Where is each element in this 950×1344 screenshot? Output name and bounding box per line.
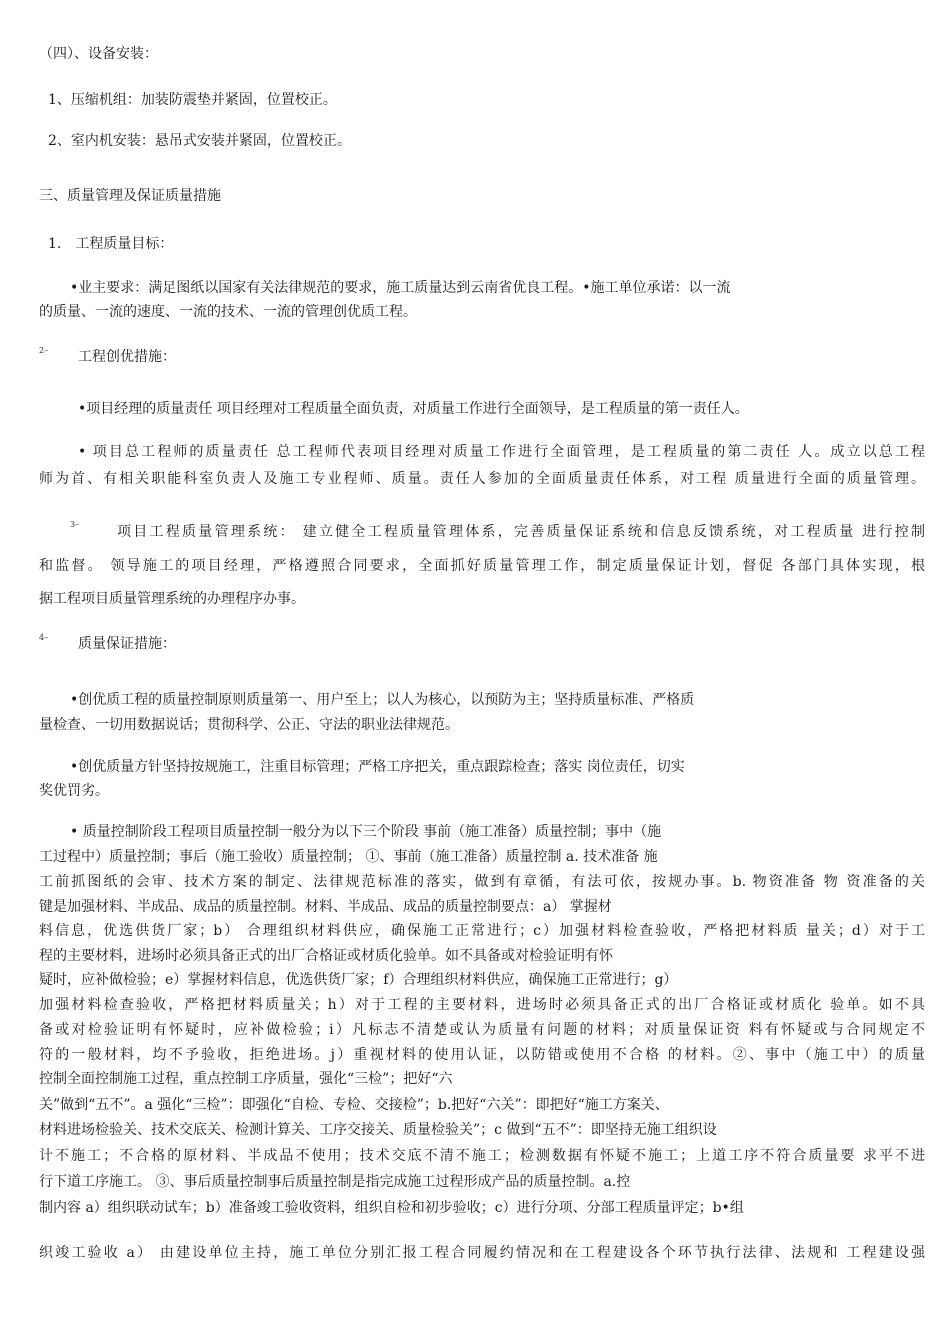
list-item-compressor: 1、压缩机组：加装防震垫并紧固，位置校正。: [48, 92, 337, 108]
paragraph-line: 行下道工序施工。 ③、事后质量控制事后质量控制是指完成施工过程形成产品的质量控制。a.控: [39, 1174, 631, 1190]
paragraph-line: • 质量控制阶段工程项目质量控制一般分为以下三个阶段 事前（施工准备）质量控制；事中（施: [70, 824, 662, 840]
paragraph-line: 和监督。 领导施工的项目经理，严格遵照合同要求，全面抓好质量管理工作，制定质量保证计划，督促 各部门具体实现，根: [39, 558, 925, 574]
paragraph-line: 疑时，应补做检验；e）掌握材料信息，优选供货厂家；f）合理组织材料供应，确保施工正常进行；g）: [39, 972, 678, 988]
paragraph-line: 量检查、一切用数据说话；贯彻科学、公正、守法的职业法律规范。: [39, 717, 459, 733]
paragraph-line: 控制全面控制施工过程，重点控制工序质量，强化“三检”；把好“六: [39, 1071, 453, 1087]
subheading-quality-goal: 1. 工程质量目标：: [48, 236, 174, 252]
paragraph-line: 据工程项目质量管理系统的办理程序办事。: [39, 591, 305, 607]
paragraph-line: 材料进场检验关、技术交底关、检测计算关、工序交接关、质量检验关”；c 做到“五不”：即坚持无施工组织设: [39, 1122, 717, 1138]
paragraph-line: 关”做到“五不”。a 强化“三检”：即强化“自检、专检、交接检”；b.把好“六关”：即把好“施工方案关、: [39, 1097, 669, 1113]
paragraph-line: 项目工程质量管理系统： 建立健全工程质量管理体系，完善质量保证系统和信息反馈系统，对工程质量 进行控制: [117, 524, 925, 540]
section-heading-equipment-install: （四）、设备安装：: [39, 46, 158, 62]
paragraph-line: • 项目总工程师的质量责任 总工程师代表项目经理对质量工作进行全面管理，是工程质量的第二责任 人。成立以总工程: [78, 444, 925, 460]
paragraph-line: 工过程中）质量控制；事后（施工验收）质量控制； ①、事前（施工准备）质量控制 a. 技术准备 施: [39, 849, 658, 865]
paragraph-line: •业主要求：满足图纸以国家有关法律规范的要求，施工质量达到云南省优良工程。•施工单位承诺：以一流: [70, 280, 731, 296]
paragraph-line: 料信息，优选供货厂家；b） 合理组织材料供应，确保施工正常进行；c）加强材料检查验收，严格把材料质 量关；d）对于工: [39, 923, 925, 939]
section-number: 3–: [70, 520, 80, 529]
paragraph-line: 师为首、有相关职能科室负责人及施工专业程师、质量。责任人参加的全面质量责任体系，对工程 质量进行全面的质量管理。: [39, 471, 925, 487]
section-number: 2–: [39, 346, 49, 355]
paragraph-line: 符的一般材料，均不予验收，拒绝进场。j）重视材料的使用认证，以防错或使用不合格 的材料。②、事中（施工中）的质量: [39, 1047, 925, 1063]
paragraph-line: 的质量、一流的速度、一流的技术、一流的管理创优质工程。: [39, 304, 417, 320]
paragraph-line: •项目经理的质量责任 项目经理对工程质量全面负责，对质量工作进行全面领导，是工程质量的第一责任人。: [78, 401, 749, 417]
paragraph-line: 织竣工验收 a） 由建设单位主持，施工单位分别汇报工程合同履约情况和在工程建设各个环节执行法律、法规和 工程建设强: [39, 1245, 925, 1261]
paragraph-line: 制内容 a）组织联动试车；b）准备竣工验收资料，组织自检和初步验收；c）进行分项、分部工程质量评定；b•组: [39, 1200, 744, 1216]
paragraph-line: 备或对检验证明有怀疑时，应补做检验；i）凡标志不清楚或认为质量有问题的材料；对质量保证资 料有怀疑或与合同规定不: [39, 1022, 925, 1038]
paragraph-line: •创优质量方针坚持按规施工，注重目标管理；严格工序把关，重点跟踪检查；落实 岗位责任，切实: [70, 759, 685, 775]
paragraph-line: 工前抓图纸的会审、技术方案的制定、法律规范标准的落实，做到有章循，有法可依，按规办事。b. 物资准备 物 资准备的关: [39, 874, 925, 890]
paragraph-line: 加强材料检查验收，严格把材料质量关；h）对于工程的主要材料，进场时必须具备正式的出厂合格证或材质化 验单。如不具: [39, 997, 925, 1013]
subheading-excellence-measures: 工程创优措施：: [78, 349, 176, 365]
subheading-quality-assurance: 质量保证措施：: [78, 636, 176, 652]
paragraph-line: •创优质工程的质量控制原则质量第一、用户至上；以人为核心，以预防为主；坚持质量标准、严格质: [70, 692, 695, 708]
paragraph-line: 计不施工；不合格的原材料、半成品不使用；技术交底不清不施工；检测数据有怀疑不施工；上道工序不符合质量要 求平不进: [39, 1148, 925, 1164]
paragraph-line: 奖优罚劣。: [39, 783, 109, 799]
section-number: 4–: [39, 633, 49, 642]
list-item-indoor-unit: 2、室内机安装：悬吊式安装并紧固，位置校正。: [48, 133, 351, 149]
paragraph-line: 键是加强材料、半成品、成品的质量控制。材料、半成品、成品的质量控制要点：a） 掌握材: [39, 899, 612, 915]
paragraph-line: 程的主要材料，进场时必须具备正式的出厂合格证或材质化验单。如不具备或对检验证明有怀: [39, 948, 613, 964]
chapter-heading-quality: 三、质量管理及保证质量措施: [39, 188, 221, 204]
